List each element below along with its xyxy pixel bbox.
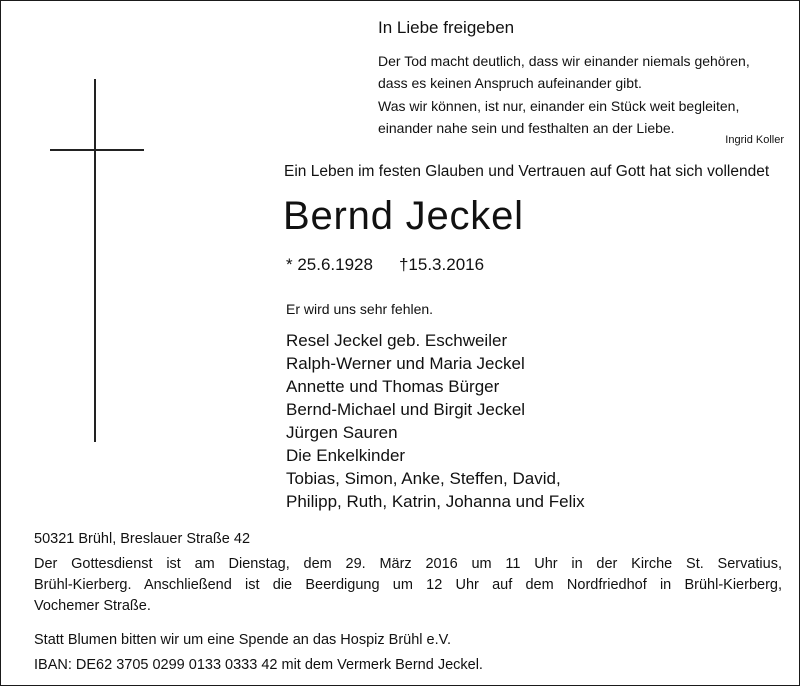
mourner-line: Jürgen Sauren bbox=[286, 423, 398, 442]
cross-icon-bar bbox=[50, 149, 144, 151]
mourners-list bbox=[286, 329, 585, 513]
service-line: Der Gottesdienst ist am Dienstag, dem 29. März 2016 um 11 Uhr in der Kirche St. Servatius, bbox=[34, 556, 782, 572]
donation-line: Statt Blumen bitten wir um eine Spende an das Hospiz Brühl e.V. bbox=[34, 632, 451, 648]
poem-author: Ingrid Koller bbox=[725, 134, 784, 146]
missed-text: Er wird uns sehr fehlen. bbox=[286, 301, 434, 317]
service-info bbox=[34, 554, 782, 617]
poem-line: Was wir können, ist nur, einander ein Stück weit begleiten, bbox=[378, 97, 740, 114]
intro-text: Ein Leben im festen Glauben und Vertrauen auf Gott hat sich vollendet bbox=[284, 163, 770, 180]
mourner-line: Die Enkelkinder bbox=[286, 446, 406, 465]
poem-title: In Liebe freigeben bbox=[378, 18, 515, 37]
service-line: Brühl-Kierberg. Anschließend ist die Beerdigung um 12 Uhr auf dem Nordfriedhof in Brühl-Kierberg, bbox=[34, 577, 782, 593]
poem-line: Der Tod macht deutlich, dass wir einander niemals gehören, bbox=[378, 53, 750, 69]
mourner-line: Tobias, Simon, Anke, Steffen, David, bbox=[286, 469, 561, 488]
poem-line: dass es keinen Anspruch aufeinander gibt. bbox=[378, 75, 642, 92]
address: 50321 Brühl, Breslauer Straße 42 bbox=[34, 531, 251, 547]
death-date: †15.3.2016 bbox=[398, 255, 485, 274]
cross-icon bbox=[94, 79, 96, 442]
iban-line: IBAN: DE62 3705 0299 0133 0333 42 mit dem Vermerk Bernd Jeckel. bbox=[34, 657, 483, 673]
mourner-line: Annette und Thomas Bürger bbox=[286, 377, 500, 396]
deceased-name: Bernd Jeckel bbox=[283, 194, 524, 238]
donation-info bbox=[34, 628, 483, 678]
birth-date: * 25.6.1928 bbox=[286, 255, 373, 274]
mourner-line: Resel Jeckel geb. Eschweiler bbox=[286, 331, 508, 350]
life-dates bbox=[286, 255, 484, 275]
poem-line: einander nahe sein und festhalten an der Liebe. bbox=[378, 119, 675, 136]
mourner-line: Ralph-Werner und Maria Jeckel bbox=[286, 354, 525, 373]
poem-text bbox=[378, 50, 750, 139]
service-line: Vochemer Straße. bbox=[34, 598, 151, 614]
mourner-line: Bernd-Michael und Birgit Jeckel bbox=[286, 400, 526, 419]
mourner-line: Philipp, Ruth, Katrin, Johanna und Felix bbox=[286, 492, 585, 511]
